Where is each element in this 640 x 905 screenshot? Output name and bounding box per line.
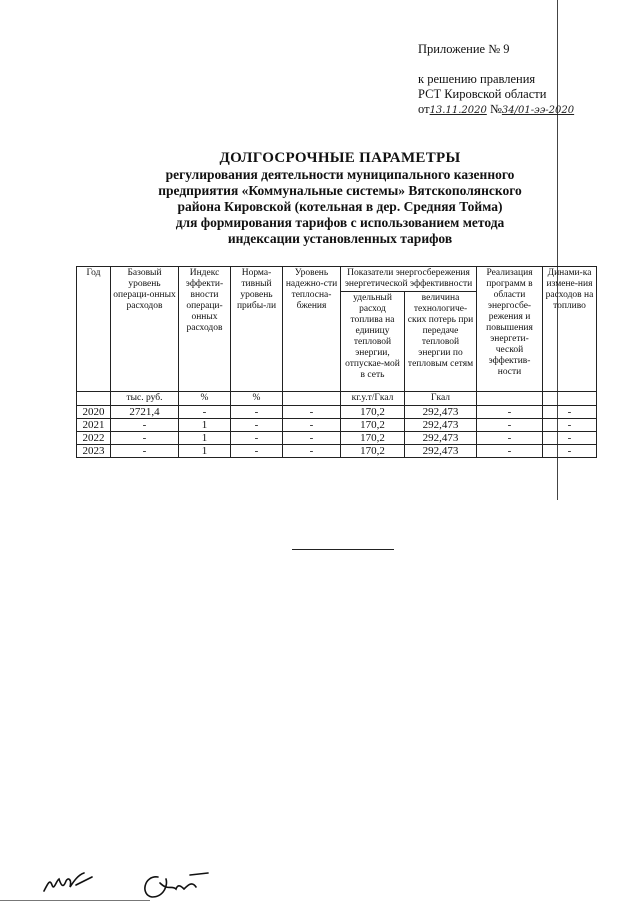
- title-line-2: предприятия «Коммунальные системы» Вятскополянского: [158, 183, 522, 198]
- table-row: [77, 445, 597, 458]
- title-line-1: регулирования деятельности муниципального казенного: [165, 167, 515, 182]
- unit-programs: [477, 392, 543, 406]
- cell-year: 2022: [77, 432, 111, 445]
- cell-base: -: [111, 419, 179, 432]
- cell-year: 2020: [77, 406, 111, 419]
- cell-base: 2721,4: [111, 406, 179, 419]
- cell-losses: 292,473: [405, 445, 477, 458]
- header-year: Год: [77, 267, 111, 392]
- header-reliability: Уровень надежно-сти теплосна-бжения: [283, 267, 341, 392]
- cell-index: 1: [179, 432, 231, 445]
- table-row: [77, 419, 597, 432]
- annex-decision-number: 34/01-ээ-2020: [501, 105, 575, 116]
- cell-index: 1: [179, 419, 231, 432]
- title-line-4: для формирования тарифов с использованием метода: [175, 215, 505, 230]
- unit-fuel: кг.у.т/Гкал: [341, 392, 405, 406]
- cell-programs: -: [477, 419, 543, 432]
- header-base-level: Базовый уровень операци-онных расходов: [111, 267, 179, 392]
- table-row: [77, 406, 597, 419]
- cell-reliability: -: [283, 406, 341, 419]
- unit-norm: %: [231, 392, 283, 406]
- annex-number: Приложение № 9: [418, 42, 510, 56]
- cell-year: 2023: [77, 445, 111, 458]
- cell-losses: 292,473: [405, 406, 477, 419]
- header-heat-losses: величина технологиче-ских потерь при передаче тепловой энергии по тепловым сетям: [405, 292, 477, 392]
- header-programs: Реализация программ в области энергосбе-режения и повышения энергети-ческой эффектив-ности: [477, 267, 543, 392]
- annex-from-prefix: от: [418, 102, 430, 116]
- annex-date: 13.11.2020: [429, 105, 487, 116]
- cell-losses: 292,473: [405, 432, 477, 445]
- cell-norm: -: [231, 432, 283, 445]
- header-efficiency-index: Индекс эффекти-вности операци-онных расходов: [179, 267, 231, 392]
- handwritten-signatures: [40, 855, 240, 905]
- header-normative-profit: Норма-тивный уровень прибы-ли: [231, 267, 283, 392]
- cell-reliability: -: [283, 419, 341, 432]
- annex-num-prefix: №: [489, 102, 502, 116]
- cell-dynamics: -: [543, 406, 597, 419]
- parameters-table: [76, 266, 597, 458]
- cell-dynamics: -: [543, 419, 597, 432]
- title-line-3: района Кировской (котельная в дер. Средняя Тойма): [177, 199, 503, 214]
- title-line-5: индексации установленных тарифов: [227, 231, 453, 246]
- cell-fuel: 170,2: [341, 445, 405, 458]
- annex-body: РСТ Кировской области: [418, 87, 547, 101]
- header-fuel-dynamics: Динами-ка измене-ния расходов на топливо: [543, 267, 597, 392]
- units-row: [77, 392, 597, 406]
- separator-line: [292, 549, 394, 550]
- cell-index: -: [179, 406, 231, 419]
- cell-norm: -: [231, 445, 283, 458]
- unit-index: %: [179, 392, 231, 406]
- document-title: [90, 150, 590, 247]
- cell-index: 1: [179, 445, 231, 458]
- cell-dynamics: -: [543, 432, 597, 445]
- title-main: ДОЛГОСРОЧНЫЕ ПАРАМЕТРЫ: [219, 150, 461, 166]
- annex-decision: к решению правления: [418, 72, 536, 86]
- unit-year: [77, 392, 111, 406]
- cell-dynamics: -: [543, 445, 597, 458]
- cell-base: -: [111, 445, 179, 458]
- cell-norm: -: [231, 419, 283, 432]
- cell-programs: -: [477, 445, 543, 458]
- cell-programs: -: [477, 406, 543, 419]
- bottom-edge-line: [0, 900, 150, 901]
- header-fuel-consumption: удельный расход топлива на единицу тепловой энергии, отпускае-мой в сеть: [341, 292, 405, 392]
- unit-losses: Гкал: [405, 392, 477, 406]
- cell-norm: -: [231, 406, 283, 419]
- annex-block: [418, 42, 574, 118]
- unit-reliability: [283, 392, 341, 406]
- cell-fuel: 170,2: [341, 419, 405, 432]
- cell-programs: -: [477, 432, 543, 445]
- cell-base: -: [111, 432, 179, 445]
- cell-fuel: 170,2: [341, 406, 405, 419]
- cell-year: 2021: [77, 419, 111, 432]
- table-row: [77, 432, 597, 445]
- header-energy-group: Показатели энергосбережения энергетической эффективности: [341, 267, 477, 292]
- cell-reliability: -: [283, 445, 341, 458]
- unit-dynamics: [543, 392, 597, 406]
- header-row-1: [77, 267, 597, 292]
- unit-base: тыс. руб.: [111, 392, 179, 406]
- annex-date-number: [418, 102, 574, 118]
- cell-losses: 292,473: [405, 419, 477, 432]
- cell-reliability: -: [283, 432, 341, 445]
- cell-fuel: 170,2: [341, 432, 405, 445]
